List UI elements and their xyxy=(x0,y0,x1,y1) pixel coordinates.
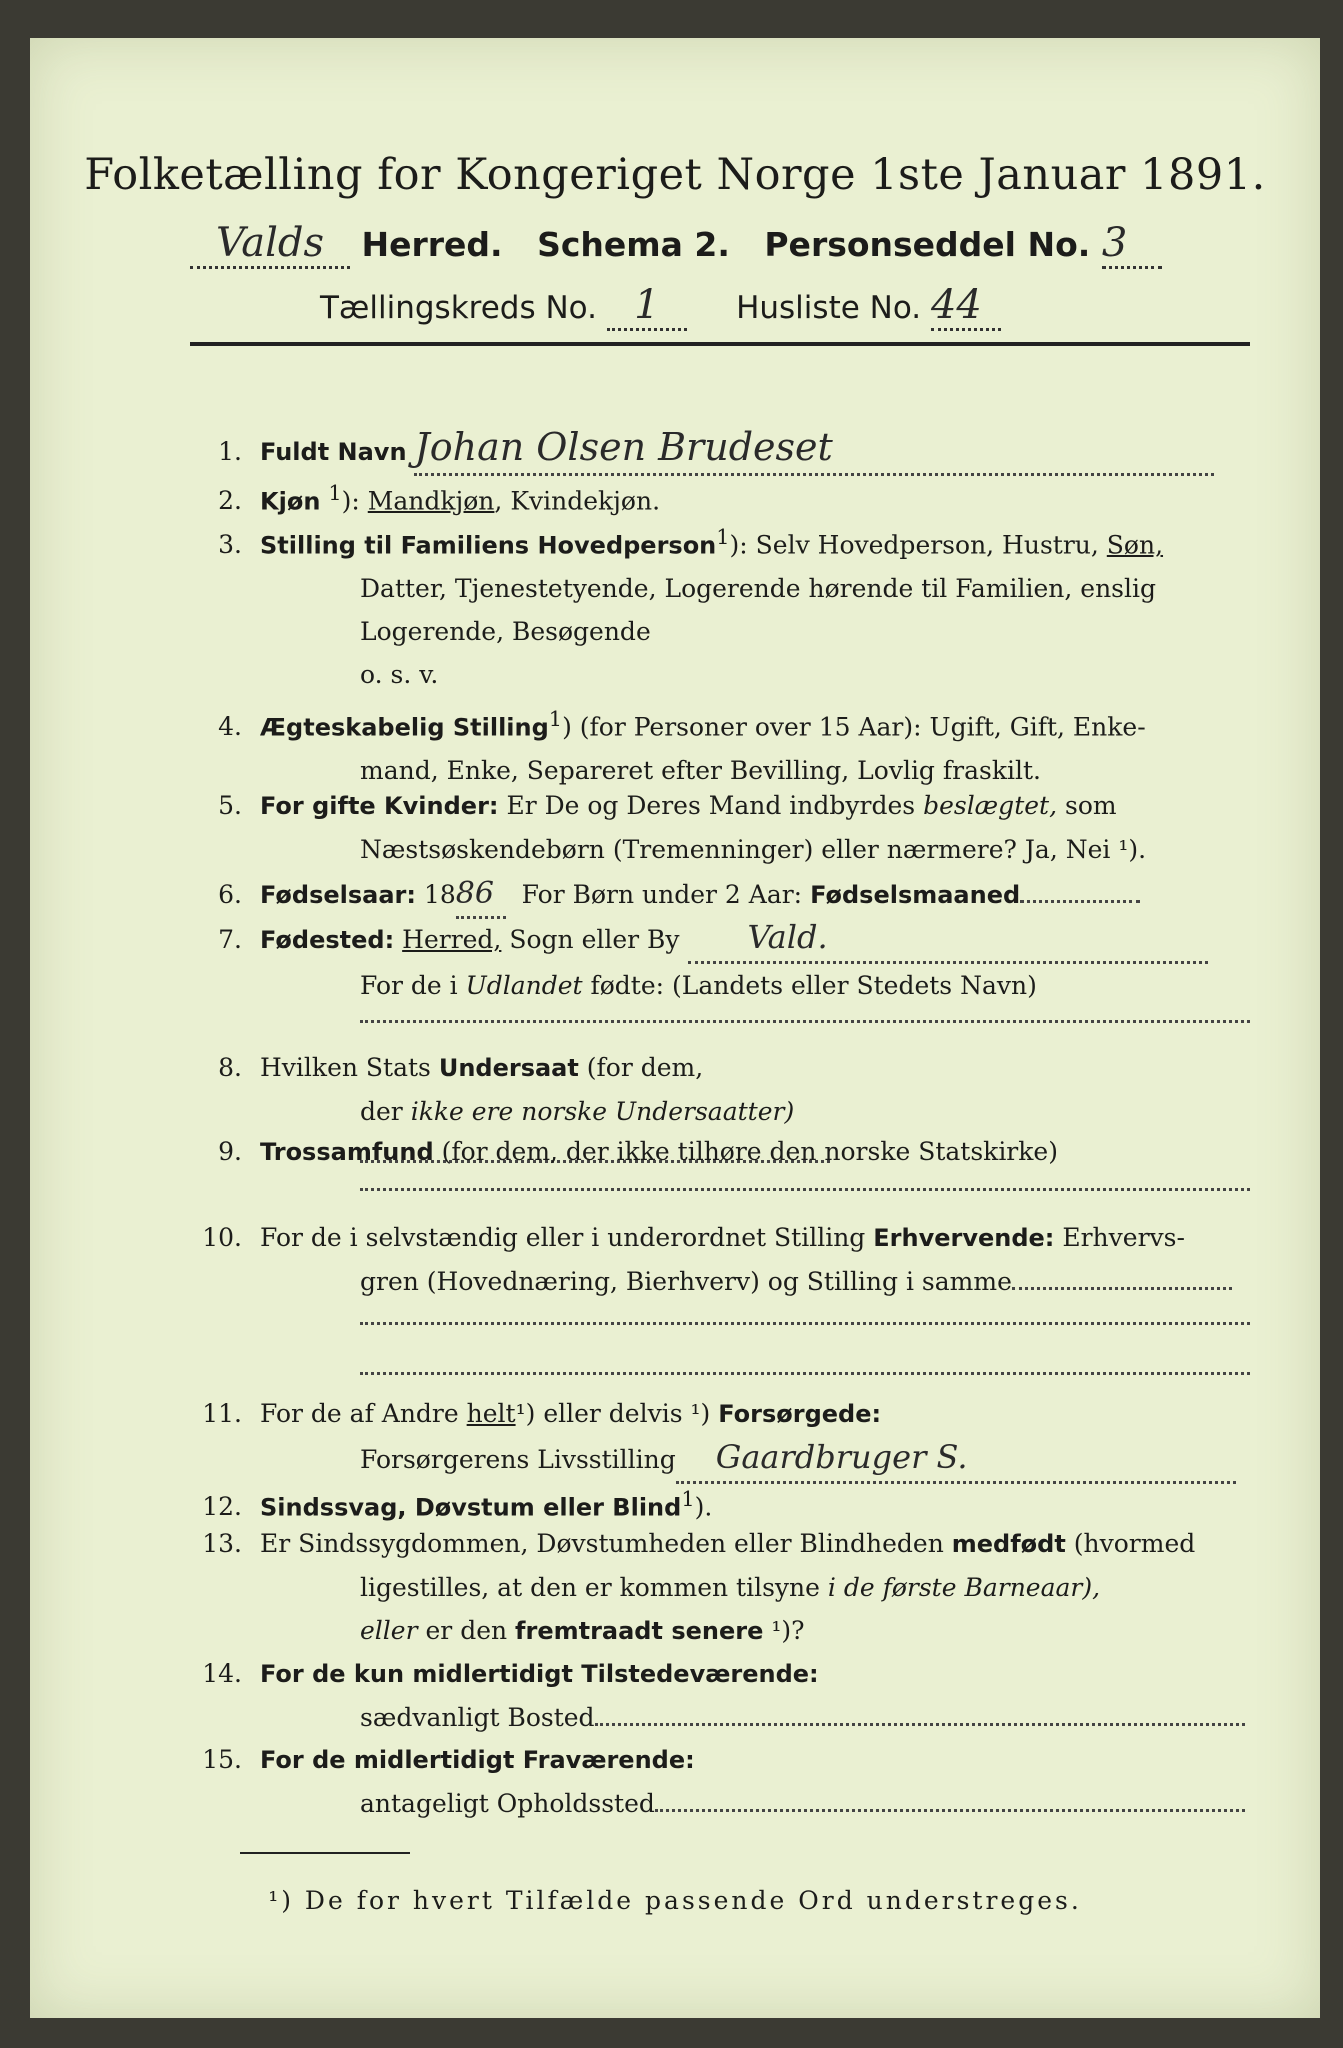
foreign-birthplace-blank xyxy=(360,1020,1250,1023)
religion-blank xyxy=(360,1188,1250,1191)
footnote: ¹) De for hvert Tilfælde passende Ord understreges. xyxy=(268,1886,1082,1915)
personseddel-value: 3 xyxy=(1101,220,1128,266)
kreds-line xyxy=(320,282,1120,331)
kreds-value: 1 xyxy=(634,282,660,328)
form-title: Folketælling for Kongeriget Norge 1ste Januar 1891. xyxy=(84,150,1266,200)
herred-line xyxy=(190,220,1240,269)
footnote-rule xyxy=(240,1852,410,1854)
item-3-family-position: 3. Stilling til Familiens Hovedperson$^1$): Selv Hovedperson, Hustru, Søn, Datter, Tjenestetyende, Logerende hørende til Familien, enslig Logerende, Besøgende o. s. v. xyxy=(218,525,1164,690)
birthplace-option-herred: Herred, xyxy=(402,925,502,954)
herred-value: Valds xyxy=(216,220,324,266)
position-option-son: Søn, xyxy=(1106,530,1164,560)
item-14-temporary-present: 14. For de kun midlertidigt Tilstedeværende: sædvanligt Bosted xyxy=(190,1652,1260,1739)
item-1-full-name: 1. Fuldt Navn Johan Olsen Brudeset xyxy=(190,426,1260,476)
full-name-value: Johan Olsen Brudeset xyxy=(414,425,833,469)
birth-year-value: 86 xyxy=(455,876,494,911)
item-13-congenital: 13. Er Sindssygdommen, Døvstumheden eller Blindheden medfødt (hvormed ligestilles, at den er kommen tilsyne i de første Barneaar), eller er den fremtraadt senere ¹)? xyxy=(202,1529,1196,1645)
item-12-disability: 12. Sindssvag, Døvstum eller Blind$^1$). xyxy=(202,1487,713,1522)
header-rule xyxy=(190,342,1250,346)
item-9-religion: 9. Trossamfund (for dem, der ikke tilhøre den norske Statskirke) xyxy=(218,1137,1058,1166)
provider-occupation-value: Gaardbruger S. xyxy=(715,1438,968,1476)
full-name-label: Fuldt Navn xyxy=(260,438,407,466)
item-5-married-women: 5. For gifte Kvinder: Er De og Deres Mand indbyrdes beslægtet, som Næstsøskendebørn (Tremenninger) eller nærmere? Ja, Nei ¹). xyxy=(218,791,1147,864)
personseddel-label: Personseddel No. xyxy=(764,225,1091,264)
census-form-sheet xyxy=(30,38,1320,2018)
kreds-label: Tællingskreds No. xyxy=(320,290,597,326)
husliste-value: 44 xyxy=(930,282,982,328)
dependent-option-helt: helt xyxy=(466,1399,516,1428)
husliste-label: Husliste No. xyxy=(736,290,922,326)
occupation-blank-1 xyxy=(360,1322,1250,1325)
item-2-gender: 2. Kjøn $^1$): Mandkjøn, Kvindekjøn. xyxy=(218,481,661,516)
birthplace-value: Vald. xyxy=(747,918,828,956)
gender-option-male: Mandkjøn xyxy=(367,486,495,516)
herred-label: Herred. xyxy=(361,225,503,264)
item-7-birthplace: 7. Fødested: Herred, Sogn eller By Vald. For de i Udlandet fødte: (Landets eller Stedets Navn) xyxy=(190,916,1260,1007)
item-10-occupation: 10. For de i selvstændig eller i underordnet Stilling Erhvervende: Erhvervs- gren (Hovednæring, Bierhverv) og Stilling i samme xyxy=(190,1216,1260,1303)
item-4-marital-status: 4. Ægteskabelig Stilling$^1$) (for Personer over 15 Aar): Ugift, Gift, Enke- mand, Enke, Separeret efter Bevilling, Lovlig fraskilt. xyxy=(218,707,1146,786)
gender-option-female: Kvindekjøn. xyxy=(510,486,661,516)
occupation-blank-2 xyxy=(360,1372,1250,1375)
item-15-temporary-absent: 15. For de midlertidigt Fraværende: antageligt Opholdssted xyxy=(190,1738,1260,1825)
item-6-birth-year: 6. Fødselsaar: 1886 For Børn under 2 Aar: Fødselsmaaned xyxy=(190,872,1260,919)
schema-label: Schema 2. xyxy=(537,225,730,264)
item-11-dependents: 11. For de af Andre helt¹) eller delvis ¹) Forsørgede: Forsørgerens Livsstilling Gaardbruger S. xyxy=(190,1392,1260,1484)
item-8-citizenship: 8. Hvilken Stats Undersaat (for dem, der ikke ere norske Undersaatter) xyxy=(190,1046,1260,1176)
